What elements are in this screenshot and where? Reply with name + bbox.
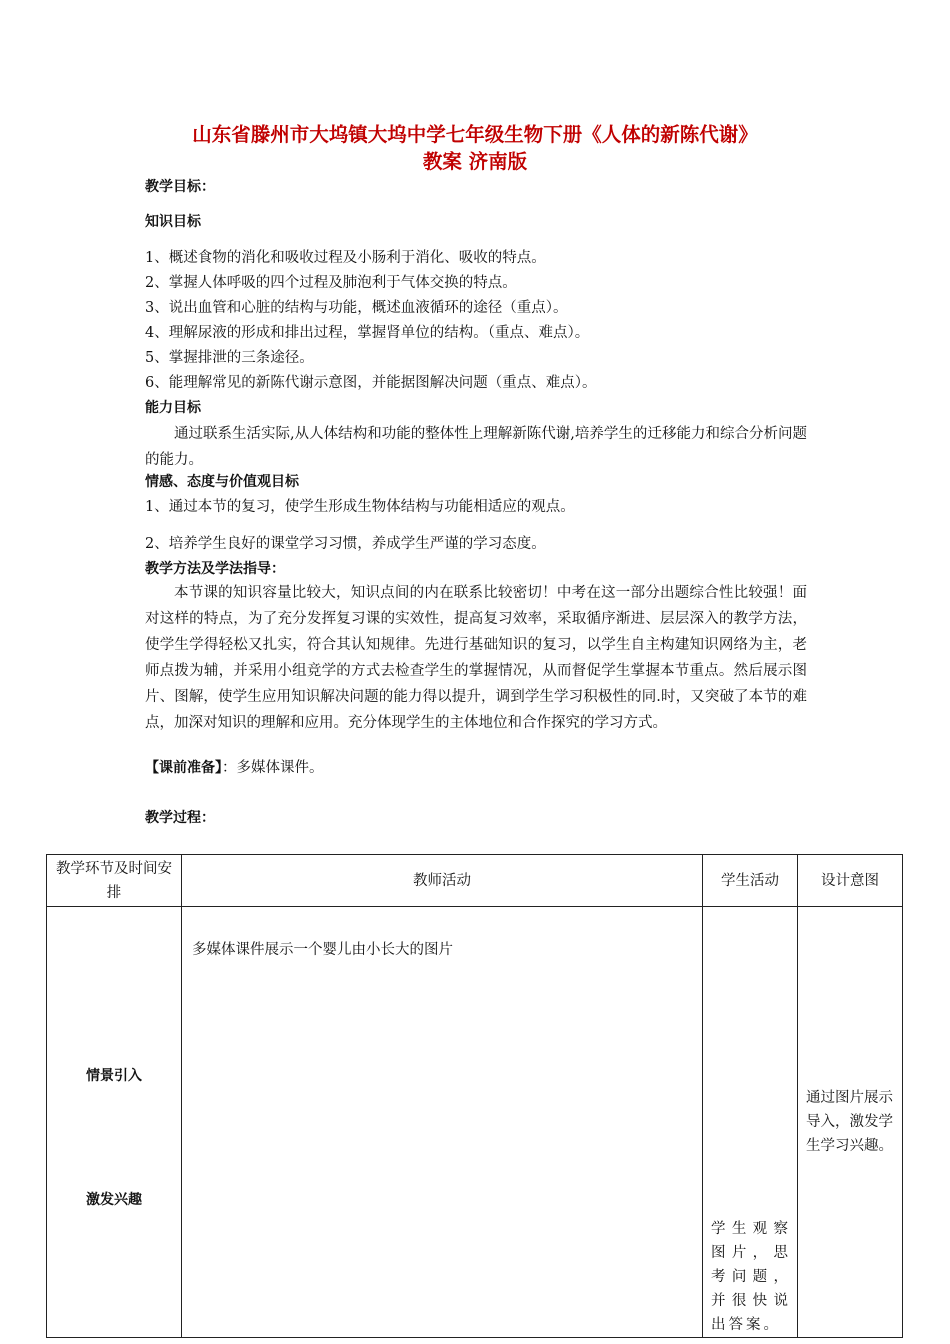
ability-paragraph: 通过联系生活实际,从人体结构和功能的整体性上理解新陈代谢,培养学生的迁移能力和综合分析问题的能力。	[145, 426, 807, 468]
prep-text: ：多媒体课件。	[222, 760, 324, 776]
doc-title-line1: 山东省滕州市大坞镇大坞中学七年级生物下册《人体的新陈代谢》	[192, 123, 758, 146]
method-heading: 教学方法及学法指导：	[145, 561, 285, 577]
stage-label-a: 情景引入	[86, 1068, 142, 1084]
stage-label-b: 激发兴趣	[86, 1192, 142, 1208]
stage-cell	[47, 907, 182, 1338]
design-intent-cell	[798, 907, 903, 1338]
knowledge-item-1: 1、概述食物的消化和吸收过程及小肠利于消化、吸收的特点。	[145, 250, 546, 266]
knowledge-item-5: 5、掌握排泄的三条途径。	[145, 350, 314, 366]
prep-label: 【课前准备】	[145, 760, 222, 776]
student-activity-cell	[703, 907, 798, 1338]
method-paragraph: 本节课的知识容量比较大，知识点间的内在联系比较密切！中考在这一部分出题综合性比较强！面对这样的特点，为了充分发挥复习课的实效性，提高复习效率，采取循序渐进、层层深入的教学方法，使学生学得轻松又扎实，符合其认知规律。先进行基础知识的复习，以学生自主构建知识网络为主，老师点拨为辅，并采用小组竞学的方式去检查学生的掌握情况，从而督促学生掌握本节重点。然后展示图片、图解，使学生应用知识解决问题的能力得以提升，调到学生学习积极性的同.时，又突破了本节的难点，加深对知识的理解和应用。充分体现学生的主体地位和合作探究的学习方式。	[145, 585, 807, 731]
teaching-goals-heading: 教学目标：	[145, 179, 215, 195]
doc-title-line2: 教案 济南版	[422, 150, 528, 173]
header-design: 设计意图	[798, 855, 903, 907]
knowledge-item-3: 3、说出血管和心脏的结构与功能，概述血液循环的途径（重点）。	[145, 300, 568, 316]
knowledge-item-4: 4、理解尿液的形成和排出过程，掌握肾单位的结构。（重点、难点）。	[145, 325, 590, 341]
emotion-heading: 情感、态度与价值观目标	[145, 474, 299, 490]
emotion-item-2: 2、培养学生良好的课堂学习习惯，养成学生严谨的学习态度。	[145, 536, 546, 552]
student-activity-text: 学生观察图片，思考问题，并很快说出答案。	[711, 1221, 791, 1333]
lesson-process-table	[46, 854, 903, 1338]
process-heading: 教学过程：	[145, 810, 215, 826]
teacher-activity-cell: 多媒体课件展示一个婴儿由小长大的图片	[182, 907, 703, 1338]
ability-heading: 能力目标	[145, 400, 201, 416]
table-header-row	[47, 855, 903, 907]
header-teacher: 教师活动	[182, 855, 703, 907]
knowledge-item-6: 6、能理解常见的新陈代谢示意图，并能据图解决问题（重点、难点）。	[145, 375, 597, 391]
table-row	[47, 907, 903, 1338]
knowledge-heading: 知识目标	[145, 214, 201, 230]
design-intent-text: 通过图片展示导入，激发学生学习兴趣。	[806, 1090, 893, 1154]
header-student: 学生活动	[703, 855, 798, 907]
header-stage: 教学环节及时间安排	[47, 855, 182, 907]
prep-line	[145, 756, 805, 781]
emotion-item-1: 1、通过本节的复习，使学生形成生物体结构与功能相适应的观点。	[145, 499, 575, 515]
knowledge-item-2: 2、掌握人体呼吸的四个过程及肺泡利于气体交换的特点。	[145, 275, 517, 291]
